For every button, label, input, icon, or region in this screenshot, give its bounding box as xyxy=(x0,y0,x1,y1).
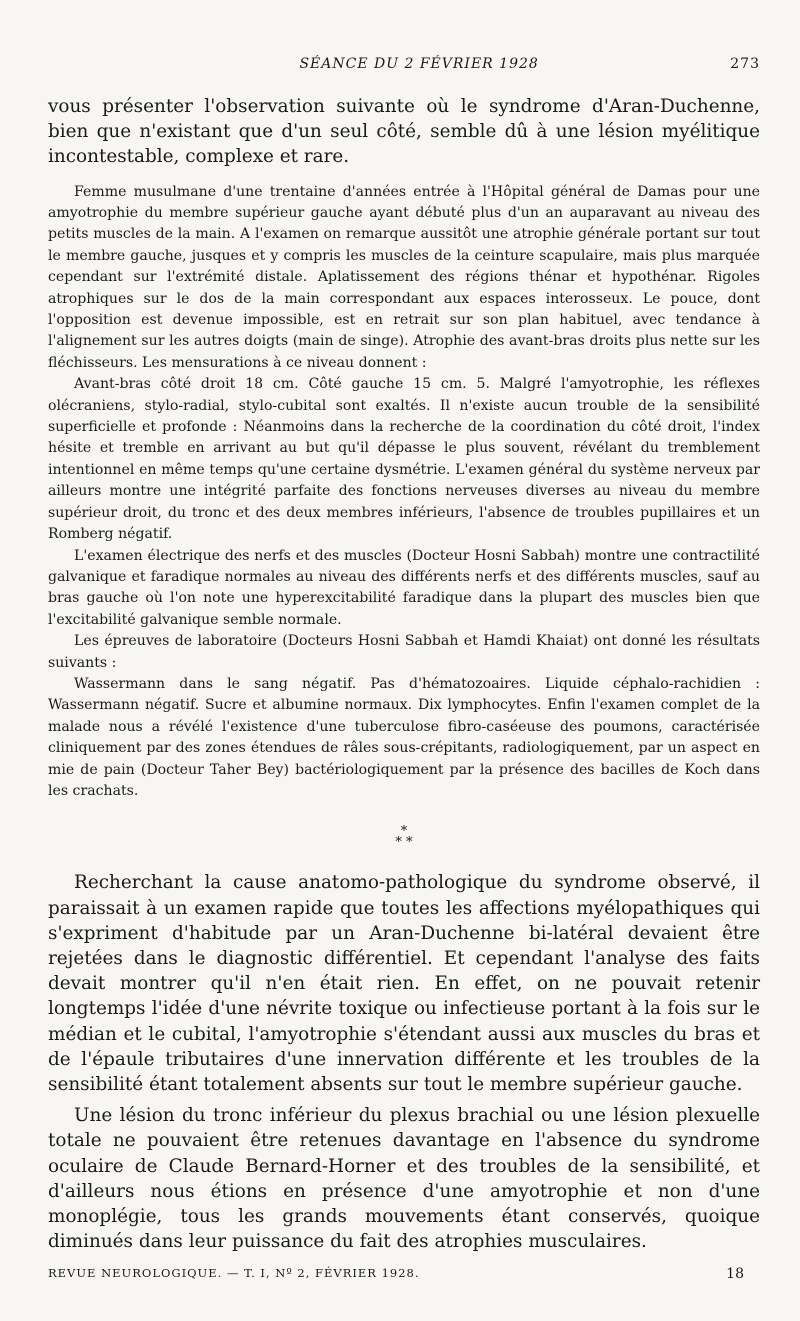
discussion-section xyxy=(48,870,760,1254)
discussion-paragraph: Une lésion du tronc inférieur du plexus brachial ou une lésion plexuelle totale ne pouvaient être retenues davantage en l'absence du syndrome oculaire de Claude Bernard-Horner et des troubles de la sensibilité, et d'ailleurs nous étions en présence d'une amyotrophie et non d'une monoplégie, tous les grands mouvements étant conservés, quoique diminués dans leur puissance du fait des atrophies musculaires. xyxy=(48,1105,760,1253)
page-number: 273 xyxy=(730,56,760,72)
case-report xyxy=(48,182,760,803)
running-title: SÉANCE DU 2 FÉVRIER 1928 xyxy=(299,56,539,72)
case-paragraph: Les épreuves de laboratoire (Docteurs Hosni Sabbah et Hamdi Khaiat) ont donné les résultats suivants : xyxy=(48,633,760,671)
journal-reference: REVUE NEUROLOGIQUE. — T. I, Nº 2, FÉVRIER 1928. xyxy=(48,1266,420,1280)
case-paragraph: Avant-bras côté droit 18 cm. Côté gauche 15 cm. 5. Malgré l'amyotrophie, les réflexes olécraniens, stylo-radial, stylo-cubital sont exaltés. Il n'existe aucun trouble de la sensibilité superficielle et profonde : Néanmoins dans la recherche de la coordination du côté droit, l'index hésite et tremble en arrivant au but qu'il dépasse le plus souvent, révélant du tremblement intentionnel en même temps qu'une certaine dysmétrie. L'examen général du système nerveux par ailleurs montre une intégrité parfaite des fonctions nerveuses diverses au niveau du membre supérieur droit, du tronc et des deux membres inférieurs, l'absence de troubles pupillaires et un Romberg négatif. xyxy=(48,376,760,543)
separator-star-bottom: * * xyxy=(395,835,413,851)
page-footer xyxy=(48,1266,744,1282)
case-paragraph: Wassermann dans le sang négatif. Pas d'hématozoaires. Liquide céphalo-rachidien : Wassermann négatif. Sucre et albumine normaux. Dix lymphocytes. Enfin l'examen complet de la malade nous a révélé l'existence d'une tuberculose fibro-caséeuse des poumons, caractérisée cliniquement par des zones étendues de râles sous-crépitants, radiologiquement, par un aspect en mie de pain (Docteur Taher Bey) bactériologiquement par la présence des bacilles de Koch dans les crachats. xyxy=(48,675,760,799)
printer-signature: 18 xyxy=(726,1266,744,1282)
discussion-paragraph: Recherchant la cause anatomo-pathologique du syndrome observé, il paraissait à un examen rapide que toutes les affections myélopathiques qui s'expriment d'habitude par un Aran-Duchenne bi-latéral devaient être rejetées dans le diagnostic différentiel. Et cependant l'analyse des faits devait montrer qu'il n'en était rien. En effet, on ne pouvait retenir longtemps l'idée d'une névrite toxique ou infectieuse portant à la fois sur le médian et le cubital, l'amyotrophie s'étendant aussi aux muscles du bras et de l'épaule tributaires d'une innervation différente et les troubles de la sensibilité étant totalement absents sur tout le membre supérieur gauche. xyxy=(48,872,760,1096)
section-separator xyxy=(48,824,760,851)
case-paragraph: Femme musulmane d'une trentaine d'années entrée à l'Hôpital général de Damas pour une amyotrophie du membre supérieur gauche ayant débuté plus d'un an auparavant au niveau des petits muscles de la main. A l'examen on remarque aussitôt une atrophie générale portant sur tout le membre gauche, jusques et y compris les muscles de la ceinture scapulaire, mais plus marquée cependant sur l'extrémité distale. Aplatissement des régions thénar et hypothénar. Rigoles atrophiques sur le dos de la main correspondant aux espaces interosseux. Le pouce, dont l'opposition est devenue impossible, est en retrait sur son plan habituel, avec tendance à l'alignement sur les autres doigts (main de singe). Atrophie des avant-bras droits plus nette sur les fléchisseurs. Les mensurations à ce niveau donnent : xyxy=(48,183,760,371)
separator-star-top: * xyxy=(400,824,408,840)
intro-paragraph: vous présenter l'observation suivante où le syndrome d'Aran-Duchenne, bien que n'existant que d'un seul côté, semble dû à une lésion myélitique incontestable, complexe et rare. xyxy=(48,96,760,168)
case-paragraph: L'examen électrique des nerfs et des muscles (Docteur Hosni Sabbah) montre une contractilité galvanique et faradique normales au niveau des différents nerfs et des différents muscles, sauf au bras gauche où l'on note une hyperexcitabilité faradique dans la plupart des muscles bien que l'excitabilité galvanique semble normale. xyxy=(48,547,760,628)
running-header xyxy=(48,56,760,88)
